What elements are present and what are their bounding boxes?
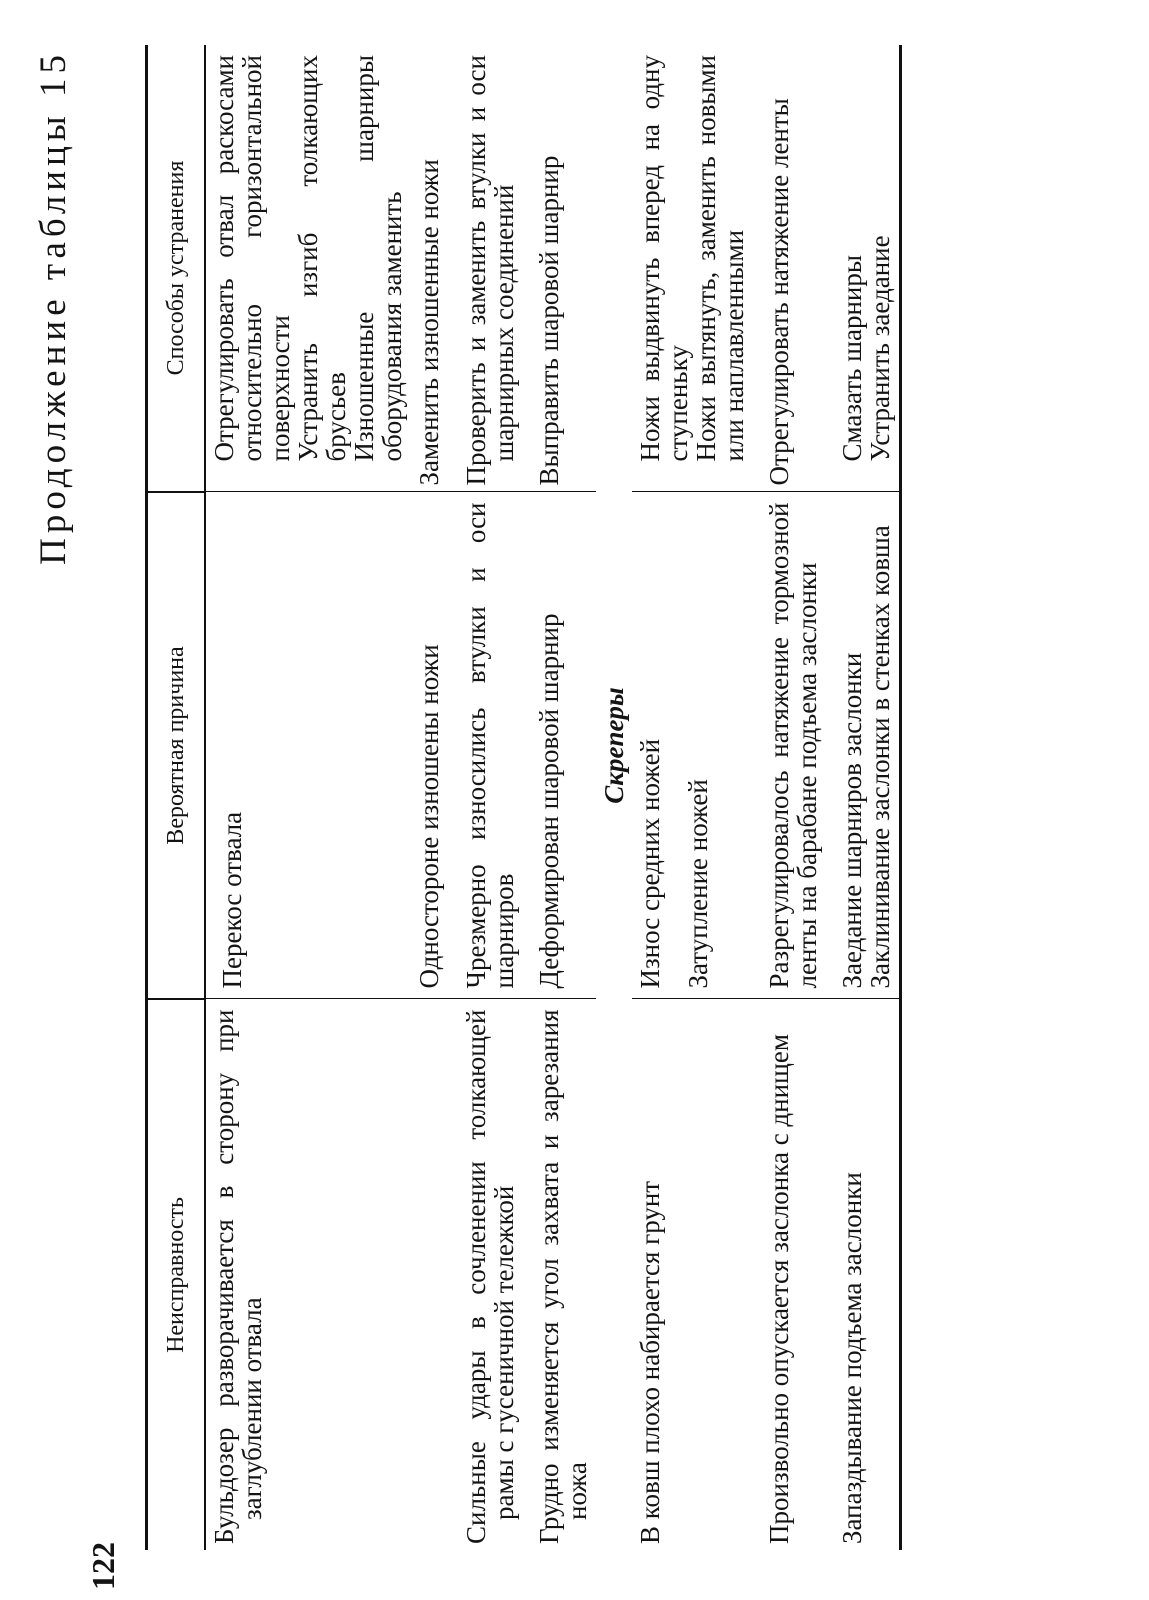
cause-cell: Перекос отвала — [205, 492, 411, 999]
fix-line: Смазать шарниры — [837, 254, 867, 462]
fix-cell: Проверить и заменить втулки и оси шарнирных соединений — [461, 55, 519, 486]
table-row — [411, 45, 448, 1550]
fault-cell: Запаздывание подъема заслонки — [826, 999, 901, 1550]
table-header-row — [147, 45, 206, 1550]
fix-cell — [826, 45, 901, 492]
fix-cell — [205, 45, 411, 492]
cause-line: Заклинивание заслонки в стенках ковша — [865, 525, 895, 989]
fix-line: Устранить заедание — [865, 235, 895, 462]
column-header-fault: Неисправность — [147, 999, 206, 1550]
cause-line: Износ средних ножей — [635, 738, 665, 989]
table-row — [448, 45, 523, 1550]
page-number: 122 — [85, 1542, 121, 1590]
fault-table — [145, 45, 902, 1550]
table-row — [632, 45, 753, 1550]
fault-cell: Бульдозер разворачивается в сторону при заглублении отвала — [209, 1009, 267, 1544]
fault-cell — [411, 999, 448, 1550]
fix-cell: Отрегулировать натяжение ленты — [764, 98, 794, 486]
column-header-cause: Вероятная причина — [147, 492, 206, 999]
table-row — [523, 45, 596, 1550]
table-row — [753, 45, 826, 1550]
cause-cell: Разрегулировалось натяжение тормозной ленты на барабане подъема заслонки — [753, 492, 826, 999]
fault-cell: Произвольно опускается заслонка с днищем — [764, 1034, 794, 1544]
table-row — [826, 45, 901, 1550]
cause-cell: Чрезмерно износились втулки и оси шарниров — [448, 492, 523, 999]
fix-line: Отрегулировать отвал раскосами относительно горизонтальной поверхности — [209, 55, 295, 462]
section-row — [596, 45, 632, 1550]
fault-cell: Сильные удары в сочленении толкающей рамы с гусеничной тележкой — [461, 1009, 519, 1544]
column-header-fix: Способы устранения — [147, 45, 206, 492]
cause-cell: Одностороне изношены ножи — [411, 492, 448, 999]
fix-line: Ножи выдвинуть вперед на одну ступеньку — [635, 55, 693, 462]
cause-cell — [826, 492, 901, 999]
fix-line: Ножи вытянуть, заменить новыми или наплавленными — [691, 55, 749, 462]
fix-cell: Заменить изношенные ножи — [414, 159, 444, 486]
fault-cell: В ковш плохо набирается грунт — [635, 1180, 665, 1544]
cause-cell: Деформирован шаровой шарнир — [523, 492, 596, 999]
table-caption: Продолжение таблицы 15 — [33, 50, 74, 565]
fix-cell — [632, 45, 753, 492]
cause-cell — [632, 492, 753, 999]
section-title: Скреперы — [599, 687, 629, 804]
fix-line: Устранить изгиб толкающих брусьев — [293, 55, 351, 462]
cause-line: Заедание шарниров заслонки — [837, 652, 867, 989]
fix-cell: Выправить шаровой шарнир — [534, 155, 564, 486]
table-row — [205, 45, 411, 1550]
fault-cell: Грудно изменяется угол захвата и зарезания ножа — [534, 1009, 592, 1544]
fix-line: Изношенные шарниры оборудования заменить — [349, 55, 407, 462]
cause-line: Затупление ножей — [683, 779, 713, 989]
